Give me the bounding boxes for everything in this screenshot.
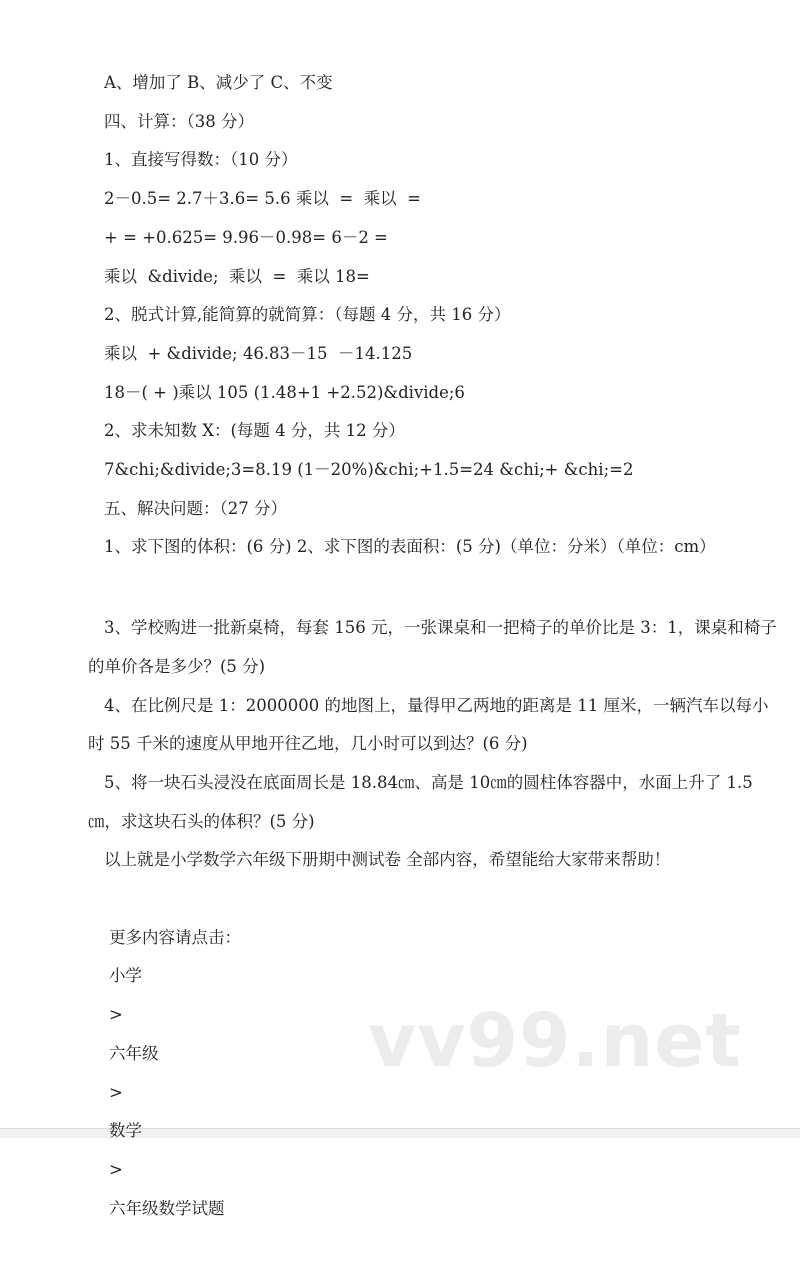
more-label: 更多内容请点击： bbox=[108, 927, 241, 947]
section-heading: 五、解决问题：（27 分） bbox=[104, 498, 287, 518]
document-body bbox=[88, 64, 778, 1267]
closing-text: 以上就是小学数学六年级下册期中测试卷 全部内容，希望能给大家带来帮助！ bbox=[104, 850, 671, 870]
text-line: + = +0.625= 9.96－0.98= 6－2 = bbox=[104, 227, 388, 247]
text-line: 乘以 + &divide; 46.83－15 －14.125 bbox=[104, 343, 413, 363]
question-text: 5、将一块石头浸没在底面周长是 18.84㎝、高是 10㎝的圆柱体容器中，水面上升了 1.5㎝，求这块石头的体积？(5 分) bbox=[88, 772, 753, 831]
more-links bbox=[88, 880, 778, 1267]
text-line: 18－( + )乘以 105 (1.48+1 +2.52)&divide;6 bbox=[104, 382, 465, 402]
watermark: vv99.net bbox=[368, 998, 742, 1084]
text-line: 2－0.5= 2.7＋3.6= 5.6 乘以 = 乘以 = bbox=[104, 189, 421, 209]
question-heading: 2、脱式计算,能简算的就简算：（每题 4 分，共 16 分） bbox=[104, 305, 511, 325]
link-grade6-math-tests[interactable]: 六年级数学试题 bbox=[108, 1198, 225, 1218]
text-line: A、增加了 B、减少了 C、不变 bbox=[104, 73, 333, 92]
link-grade6[interactable]: 六年级 bbox=[108, 1043, 159, 1063]
separator: > bbox=[108, 1005, 123, 1025]
text-line: 7&chi;&divide;3=8.19 (1－20%)&chi;+1.5=24 &chi;+ &chi;=2 bbox=[104, 460, 634, 480]
figure-gap bbox=[88, 567, 778, 609]
question-heading: 2、求未知数 X：(每题 4 分，共 12 分） bbox=[104, 421, 405, 441]
question-heading: 1、直接写得数：（10 分） bbox=[104, 150, 298, 170]
question-text: 4、在比例尺是 1：2000000 的地图上，量得甲乙两地的距离是 11 厘米，一辆汽车以每小时 55 千米的速度从甲地开往乙地，几小时可以到达？(6 分) bbox=[88, 695, 769, 754]
separator: > bbox=[108, 1082, 123, 1102]
separator: > bbox=[108, 1159, 123, 1179]
question-text: 1、求下图的体积：(6 分) 2、求下图的表面积：(5 分)（单位：分米）（单位：cm） bbox=[104, 537, 716, 557]
section-heading: 四、计算：（38 分） bbox=[104, 111, 254, 131]
question-text: 3、学校购进一批新桌椅，每套 156 元，一张课桌和一把椅子的单价比是 3：1，课桌和椅子的单价各是多少？(5 分) bbox=[88, 618, 777, 676]
link-primary[interactable]: 小学 bbox=[108, 966, 142, 986]
link-math[interactable]: 数学 bbox=[108, 1121, 142, 1141]
text-line: 乘以 &divide; 乘以 = 乘以 18= bbox=[104, 266, 370, 286]
